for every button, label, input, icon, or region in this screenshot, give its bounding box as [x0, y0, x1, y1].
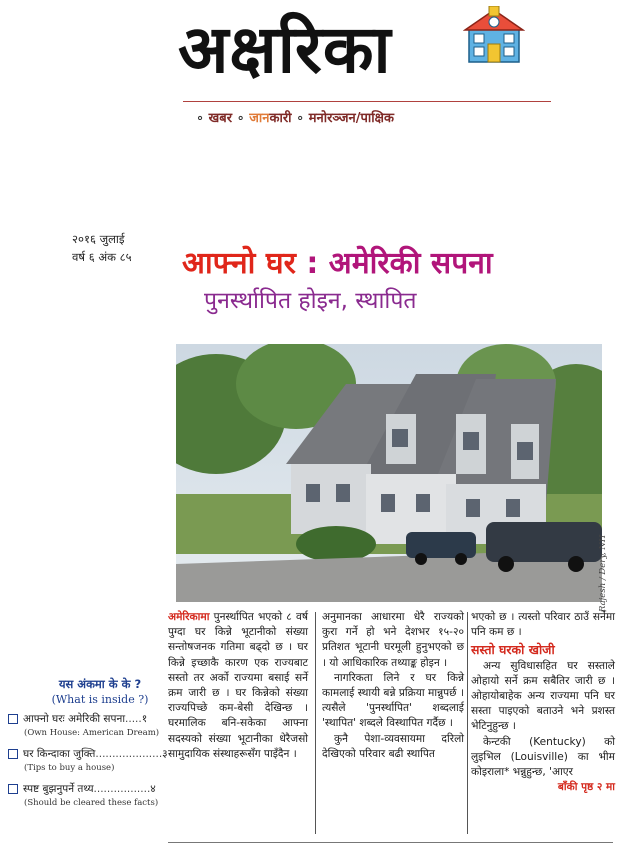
bullet-icon: ∘ [196, 111, 205, 126]
issue-number: वर्ष ६ अंक ८५ [72, 250, 132, 264]
tagline-entertainment: मनोरञ्जन/पाक्षिक [308, 111, 394, 126]
toc-item-page: १ [141, 713, 148, 725]
masthead-rule [183, 101, 551, 102]
article-column-1 [168, 610, 308, 762]
article-paragraph: भएको छ । त्यस्तो परिवार ठाउँ सर्नेमा पनि कम छ । [471, 611, 615, 639]
toc-item-page: ४ [150, 783, 156, 795]
column-divider [467, 612, 468, 834]
article-paragraph: कुनै पेशा-व्यवसायमा दरिलो देखिएको परिवार बढी स्थापित [322, 732, 464, 760]
article-paragraph: नागरिकता लिने र घर किन्ने कामलाई स्थायी बन्ने प्रक्रिया मान्नुपर्छ । त्यसैले 'पुनर्स्थापित' शब्दलाई 'स्थापित' शब्दले विस्थापित गर्दैछ । [322, 671, 464, 730]
toc-item-dots: .................... [95, 748, 163, 760]
tagline-info-part2: कारी [269, 111, 292, 126]
tagline [196, 108, 394, 126]
inside-title-english: (What is inside ?) [51, 693, 149, 706]
article-text: पुनर्स्थापित भएको ८ वर्ष पुग्दा घर किन्ने भूटानीको संख्या सन्तोषजनक गतिमा बढ्दो छ । घर किन्ने इच्छाकै कारण एक राज्यबाट सस्तो तर अर्को राज्यमा बसाई सर्ने क्रम जारी छ । घर किन्नेको संख्या राज्यपिच्छे कम-बेसी देखिन्छ । घरमालिक बनि-सकेका आफ्ना सदस्यको संख्या भूटानीका धेरैजसो सामुदायिक संस्थाहरूसँग पाइँदैन । [168, 611, 308, 760]
continued-link[interactable]: बाँकी पृष्ठ २ मा [557, 781, 615, 794]
checkbox-icon [8, 784, 18, 794]
article-paragraph: अन्य सुविधासहित घर सस्ताले ओहायो सर्ने क्रम सबैतिर जारी छ । ओहायोबाहेक अन्य राज्यमा पनि घर सस्ता पाइएको बताउने भने प्रशस्त भेटिनुहुन्छ । [471, 659, 615, 733]
subhead: पुनर्स्थापित होइन, स्थापित [204, 288, 417, 314]
issue-date: २०१६ जुलाई [72, 232, 125, 246]
headline [182, 244, 493, 284]
article-paragraph: अनुमानका आधारमा धेरै राज्यको कुरा गर्ने हो भने देशभर १५-२० प्रतिशत भूटानी घरमूली हुनुभएको छ । यो आधिकारिक तथ्याङ्क होइन । [322, 611, 464, 669]
photo-credit [598, 512, 612, 612]
masthead-title: अक्षरिका [178, 11, 392, 88]
photo-credit-text: Rajesh / Dery, NH [598, 534, 608, 612]
toc-item[interactable] [8, 747, 168, 773]
headline-part1: आफ्नो घर [182, 246, 296, 281]
article-column-2 [322, 610, 464, 762]
bullet-icon: ∘ [296, 111, 305, 126]
toc-item-page: ३ [162, 748, 168, 760]
inside-heading [40, 676, 160, 708]
toc-item[interactable] [8, 782, 168, 808]
column-divider [315, 612, 316, 834]
toc-item-dots: ..... [125, 713, 142, 725]
toc-item[interactable] [8, 712, 168, 738]
issue-info [72, 230, 132, 266]
toc-item-subtitle: (Should be cleared these facts) [24, 798, 159, 808]
article-column-3 [471, 610, 615, 795]
toc-item-dots: ................. [93, 783, 151, 795]
house-photo [176, 344, 602, 602]
toc-item-label: स्पष्ट बुझनुपर्ने तथ्य [23, 783, 94, 795]
tagline-info-part1: जान [249, 111, 270, 126]
checkbox-icon [8, 749, 18, 759]
table-of-contents [8, 712, 168, 817]
bottom-rule [168, 842, 613, 843]
bullet-icon: ∘ [236, 111, 245, 126]
inside-title: यस अंकमा के के ? [58, 677, 142, 691]
article-paragraph: केन्टकी (Kentucky) को लुइभिल (Louisville) का भीम कोइराला* भन्नुहुन्छ, 'आएर [471, 735, 615, 779]
school-house-icon [463, 6, 525, 64]
checkbox-icon [8, 714, 18, 724]
article-subheading: सस्तो घरको खोजी [471, 642, 555, 658]
tagline-news: खबर [208, 111, 233, 126]
toc-item-subtitle: (Own House: American Dream) [24, 728, 160, 738]
toc-item-label: घर किन्दाका जुक्ति [23, 748, 96, 760]
toc-item-label: आफ्नो घरः अमेरिकी सपना [23, 713, 126, 725]
toc-item-subtitle: (Tips to buy a house) [24, 763, 115, 773]
headline-part2: अमेरिकी सपना [328, 246, 493, 281]
article-lead-word: अमेरिकामा [168, 611, 210, 623]
headline-separator: : [295, 246, 329, 281]
